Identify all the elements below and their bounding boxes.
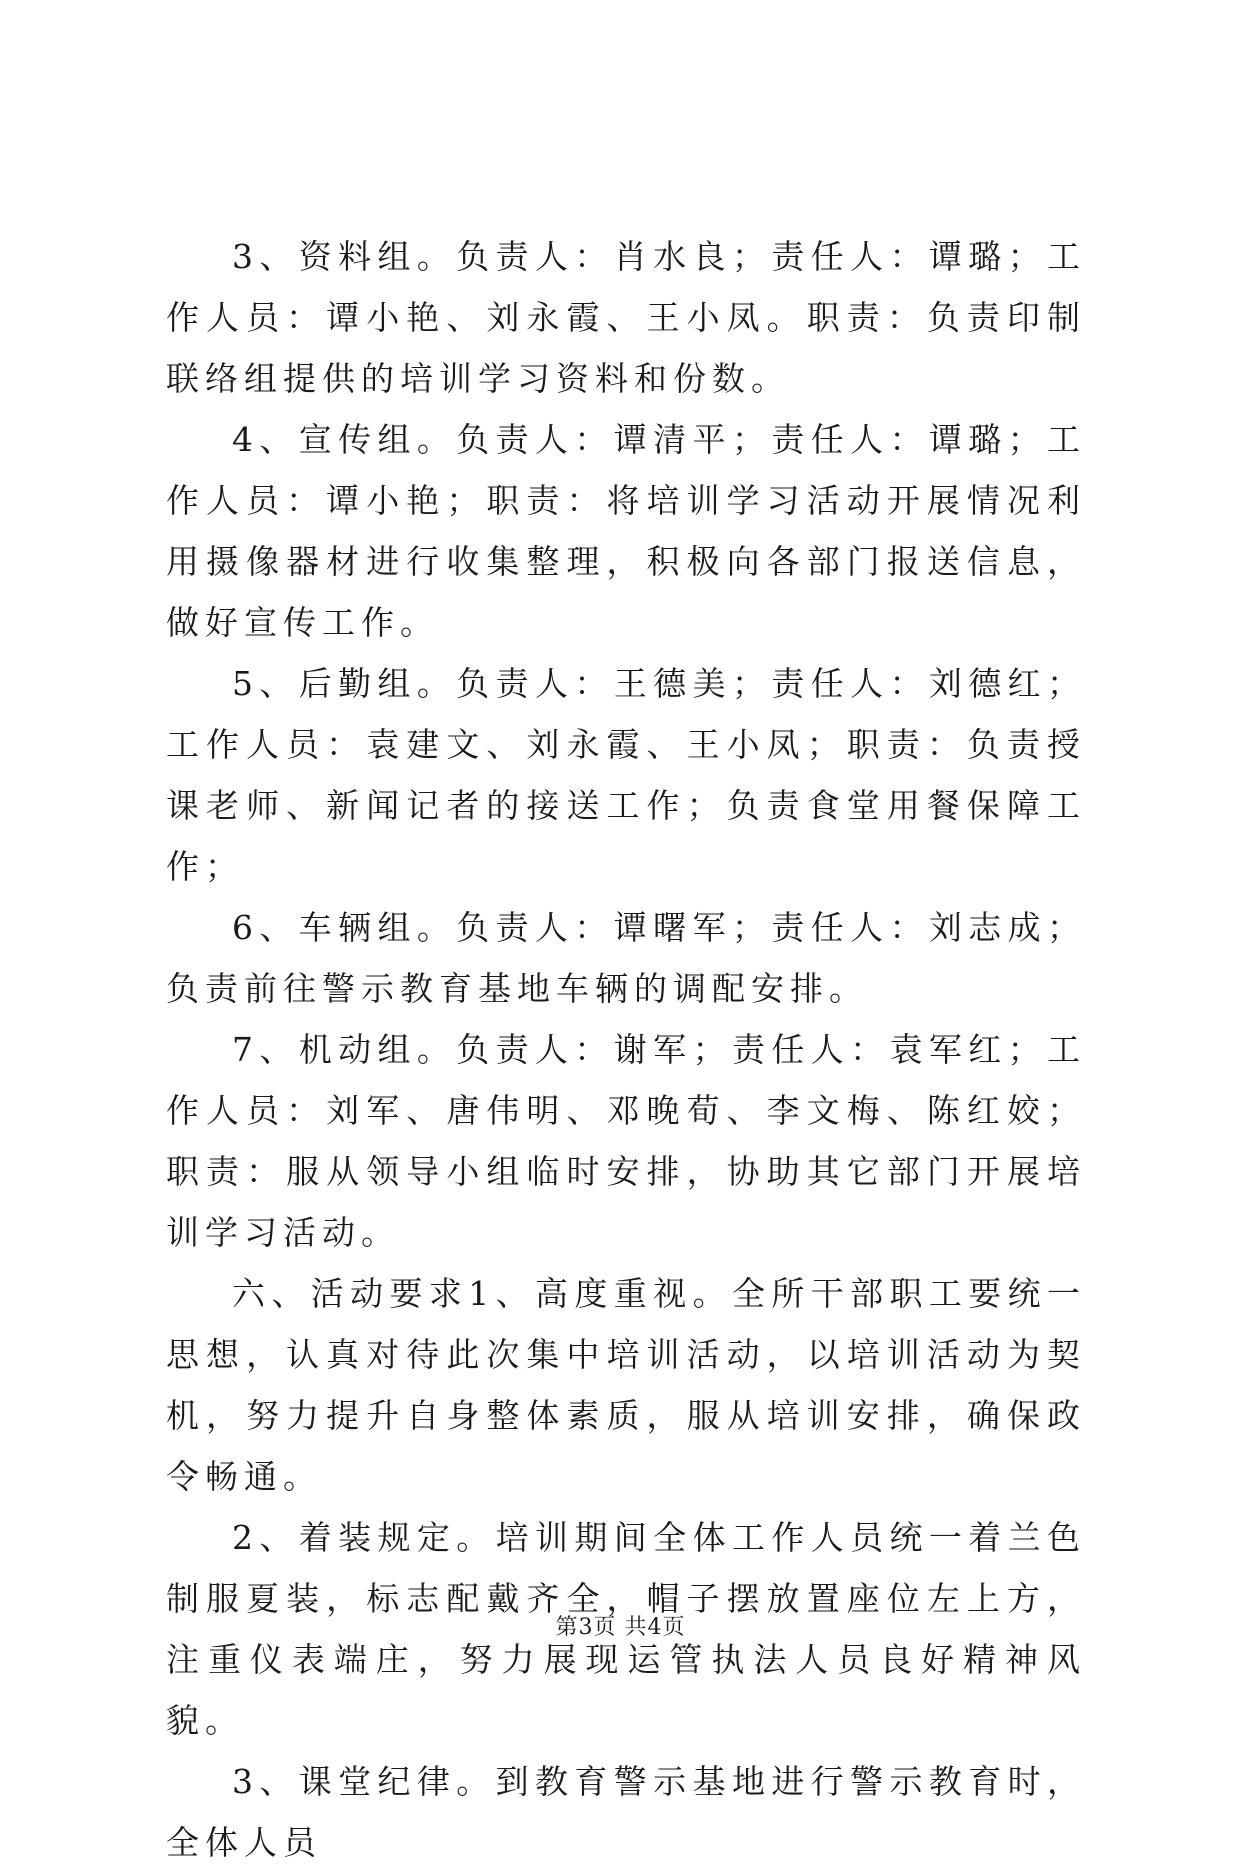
paragraph-logistics-group: 5、后勤组。负责人：王德美；责任人：刘德红；工作人员：袁建文、刘永霞、王小凤；职责：负责授课老师、新闻记者的接送工作；负责食堂用餐保障工作； [166, 664, 1086, 886]
paragraph-dress-code: 2、着装规定。培训期间全体工作人员统一着兰色制服夏装，标志配戴齐全，帽子摆放置座位左上方，注重仪表端庄，努力展现运管执法人员良好精神风貌。 [166, 1518, 1086, 1740]
page-number-footer: 第3页 共4页 [555, 1615, 686, 1640]
paragraph-classroom-discipline: 3、课堂纪律。到教育警示基地进行警示教育时，全体人员 [166, 1762, 1086, 1862]
paragraph-publicity-group: 4、宣传组。负责人：谭清平；责任人：谭璐；工作人员：谭小艳；职责：将培训学习活动开展情况利用摄像器材进行收集整理，积极向各部门报送信息，做好宣传工作。 [166, 420, 1086, 642]
paragraph-mobile-group: 7、机动组。负责人：谢军；责任人：袁军红；工作人员：刘军、唐伟明、邓晚荀、李文梅、陈红姣；职责：服从领导小组临时安排，协助其它部门开展培训学习活动。 [166, 1030, 1086, 1252]
paragraph-resources-group: 3、资料组。负责人：肖水良；责任人：谭璐；工作人员：谭小艳、刘永霞、王小凤。职责：负责印制联络组提供的培训学习资料和份数。 [166, 237, 1086, 398]
paragraph-vehicle-group: 6、车辆组。负责人：谭曙军；责任人：刘志成；负责前往警示教育基地车辆的调配安排。 [166, 908, 1086, 1008]
paragraph-activity-requirements: 六、活动要求1、高度重视。全所干部职工要统一思想，认真对待此次集中培训活动，以培训活动为契机，努力提升自身整体素质，服从培训安排，确保政令畅通。 [166, 1274, 1086, 1496]
